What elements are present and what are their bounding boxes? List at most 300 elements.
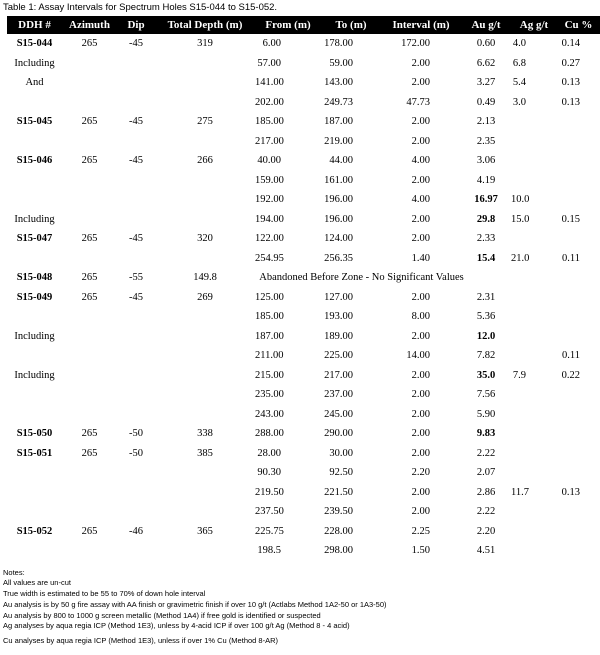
cell-ddh: S15-049: [16, 291, 53, 303]
cell-from: 194.00: [255, 213, 284, 225]
cell-to: 256.35: [324, 252, 353, 264]
cell-azimuth: [62, 54, 117, 74]
cell-from: 235.00: [255, 389, 284, 401]
cell-to: 225.00: [324, 350, 353, 362]
cell-to: 237.00: [324, 389, 353, 401]
cell-ddh: S15-050: [16, 428, 53, 440]
table-row: [7, 463, 600, 483]
column-header-total-depth: Total Depth (m): [155, 16, 255, 34]
table-row: [7, 54, 600, 74]
cell-dip: -45: [129, 233, 143, 245]
cell-from: 219.50: [255, 486, 284, 498]
cell-cu: [557, 132, 600, 152]
cell-to: 245.00: [324, 408, 353, 420]
cell-dip: [117, 463, 155, 483]
cell-ag: [511, 112, 557, 132]
cell-from: 192.00: [255, 194, 284, 206]
cell-total-depth: [155, 249, 255, 269]
cell-dip: [117, 307, 155, 327]
cell-ddh: Including: [14, 330, 55, 342]
cell-from: 198.5: [257, 545, 281, 557]
cell-interval: 2.00: [411, 330, 430, 342]
column-header-dip: Dip: [117, 16, 155, 34]
cell-from: 125.00: [255, 291, 284, 303]
cell-ag: [511, 327, 557, 347]
cell-ddh: S15-045: [16, 116, 53, 128]
cell-cu: [557, 307, 600, 327]
column-header-interval: Interval (m): [381, 16, 461, 34]
cell-ag: 5.4: [512, 77, 526, 89]
cell-total-depth: 266: [197, 155, 213, 167]
table-row: [7, 249, 600, 269]
note-line: True width is estimated to be 55 to 70% of down hole interval: [3, 589, 206, 599]
cell-ddh: S15-051: [16, 447, 53, 459]
table-row: [7, 522, 600, 542]
table-row: [7, 327, 600, 347]
cell-total-depth: 320: [197, 233, 213, 245]
cell-total-depth: 319: [197, 38, 213, 50]
cell-from: 122.00: [255, 233, 284, 245]
cell-from: 40.00: [257, 155, 281, 167]
cell-from: 185.00: [255, 116, 284, 128]
cell-interval: 2.00: [411, 77, 430, 89]
table-row: [7, 502, 600, 522]
cell-total-depth: [155, 385, 255, 405]
cell-ddh: S15-052: [16, 525, 53, 537]
table-row: [7, 366, 600, 386]
table-row: [7, 288, 600, 308]
note-line: Au analysis is by 50 g fire assay with AA finish or gravimetric finish if over 10 g/t (Actlabs Method 1A2-50 or 1A3-50): [3, 599, 387, 609]
cell-to: 196.00: [324, 213, 353, 225]
cell-dip: -46: [129, 525, 143, 537]
cell-total-depth: [155, 541, 255, 561]
table-row: [7, 424, 600, 444]
cell-dip: [117, 483, 155, 503]
cell-dip: [117, 366, 155, 386]
cell-dip: -50: [129, 447, 143, 459]
cell-dip: [117, 171, 155, 191]
cell-ddh: [7, 405, 62, 425]
cell-cu: 0.13: [561, 77, 580, 89]
cell-azimuth: 265: [81, 447, 98, 459]
cell-total-depth: [155, 463, 255, 483]
cell-dip: -55: [129, 272, 143, 284]
cell-from: 202.00: [255, 96, 284, 108]
cell-total-depth: 365: [197, 525, 213, 537]
cell-ag: 3.0: [512, 96, 526, 108]
cell-dip: [117, 210, 155, 230]
cell-to: 239.50: [324, 506, 353, 518]
cell-ddh: Including: [14, 369, 55, 381]
cell-total-depth: [155, 190, 255, 210]
cell-ddh: [7, 190, 62, 210]
cell-ag: 10.0: [511, 194, 530, 206]
cell-cu: [557, 112, 600, 132]
cell-ag: 7.9: [512, 369, 526, 381]
cell-ag: [511, 405, 557, 425]
table-row: [7, 229, 600, 249]
cell-ag: 6.8: [512, 57, 526, 69]
cell-to: 59.00: [329, 57, 353, 69]
table-title: Table 1: Assay Intervals for Spectrum Holes S15-044 to S15-052.: [3, 2, 278, 13]
cell-from: 159.00: [255, 174, 284, 186]
cell-to: 221.50: [324, 486, 353, 498]
cell-total-depth: [155, 346, 255, 366]
cell-au: 2.20: [476, 525, 496, 537]
cell-ag: [511, 463, 557, 483]
cell-azimuth: [62, 132, 117, 152]
cell-cu: [557, 424, 600, 444]
cell-au: 4.19: [476, 174, 496, 186]
cell-total-depth: [155, 366, 255, 386]
column-header-au: Au g/t: [461, 16, 511, 34]
cell-to: 187.00: [324, 116, 353, 128]
cell-from: 217.00: [255, 135, 284, 147]
cell-azimuth: [62, 366, 117, 386]
cell-interval: 2.00: [411, 174, 430, 186]
cell-interval: 4.00: [411, 155, 430, 167]
table-row: [7, 346, 600, 366]
cell-to: 196.00: [324, 194, 353, 206]
cell-total-depth: [155, 502, 255, 522]
cell-dip: -45: [129, 38, 143, 50]
cell-dip: [117, 73, 155, 93]
cell-azimuth: 265: [81, 155, 98, 167]
cell-azimuth: 265: [81, 272, 98, 284]
cell-au: 6.62: [476, 57, 496, 69]
cell-ag: [511, 541, 557, 561]
table-row: [7, 151, 600, 171]
cell-au: 0.49: [476, 96, 496, 108]
cell-from: 254.95: [255, 252, 284, 264]
cell-azimuth: [62, 463, 117, 483]
cell-azimuth: 265: [81, 38, 98, 50]
cell-ddh: [7, 483, 62, 503]
cell-au: 2.13: [476, 116, 496, 128]
cell-interval: 2.00: [411, 116, 430, 128]
cell-ddh: [7, 385, 62, 405]
cell-dip: [117, 346, 155, 366]
column-header-ddh: DDH #: [7, 16, 62, 34]
cell-total-depth: [155, 171, 255, 191]
cell-total-depth: 149.8: [193, 272, 217, 284]
cell-azimuth: [62, 73, 117, 93]
cell-cu: 0.27: [561, 57, 580, 69]
cell-ag: [511, 444, 557, 464]
table-row: [7, 483, 600, 503]
cell-to: 249.73: [324, 96, 353, 108]
cell-cu: [557, 385, 600, 405]
cell-ddh: [7, 93, 62, 113]
cell-dip: [117, 385, 155, 405]
cell-interval: 2.00: [411, 291, 430, 303]
cell-au: 2.07: [476, 467, 496, 479]
cell-ddh: Including: [14, 57, 55, 69]
cell-au: 9.83: [476, 428, 496, 440]
cell-cu: [557, 288, 600, 308]
table-row: [7, 385, 600, 405]
cell-ddh: S15-044: [16, 38, 53, 50]
cell-interval: 2.00: [411, 408, 430, 420]
table-row: [7, 307, 600, 327]
note-line: Cu analyses by aqua regia ICP (Method 1E3), unless if over 1% Cu (Method 8-AR): [3, 636, 278, 646]
cell-interval: 8.00: [411, 311, 430, 323]
cell-from: 187.00: [255, 330, 284, 342]
cell-azimuth: [62, 502, 117, 522]
assay-intervals-table: [7, 16, 600, 561]
cell-from: 288.00: [255, 428, 284, 440]
cell-au: 2.22: [476, 447, 496, 459]
cell-azimuth: 265: [81, 291, 98, 303]
cell-to: 178.00: [324, 38, 353, 50]
cell-dip: [117, 54, 155, 74]
column-header-azimuth: Azimuth: [62, 16, 117, 34]
cell-ag: [511, 502, 557, 522]
cell-au: 4.51: [476, 545, 496, 557]
cell-cu: 0.11: [562, 350, 580, 362]
cell-interval: 4.00: [411, 194, 430, 206]
cell-au: 3.27: [476, 77, 496, 89]
cell-ag: 15.0: [511, 213, 530, 225]
cell-ag: [511, 288, 557, 308]
cell-au: 2.35: [476, 135, 496, 147]
cell-interval: 14.00: [406, 350, 430, 362]
table-row: [7, 190, 600, 210]
cell-to: 189.00: [324, 330, 353, 342]
cell-interval: 2.00: [411, 135, 430, 147]
table-row: [7, 405, 600, 425]
column-header-ag: Ag g/t: [511, 16, 557, 34]
cell-to: 193.00: [324, 311, 353, 323]
cell-au: 12.0: [476, 330, 496, 342]
cell-cu: 0.22: [561, 369, 580, 381]
cell-total-depth: [155, 210, 255, 230]
cell-total-depth: [155, 483, 255, 503]
cell-dip: [117, 249, 155, 269]
cell-total-depth: [155, 327, 255, 347]
cell-dip: -45: [129, 116, 143, 128]
cell-interval: 172.00: [401, 38, 430, 50]
cell-cu: [557, 327, 600, 347]
cell-to: 124.00: [324, 233, 353, 245]
cell-ag: [511, 171, 557, 191]
cell-dip: [117, 405, 155, 425]
cell-cu: [557, 190, 600, 210]
cell-from: 141.00: [255, 77, 284, 89]
cell-to: 127.00: [324, 291, 353, 303]
cell-ddh: [7, 132, 62, 152]
cell-azimuth: [62, 346, 117, 366]
cell-to: 44.00: [329, 155, 353, 167]
cell-interval: 2.20: [411, 467, 430, 479]
cell-azimuth: [62, 307, 117, 327]
cell-interval: 2.00: [411, 369, 430, 381]
cell-total-depth: [155, 54, 255, 74]
note-line: Au analysis by 800 to 1000 g screen metallic (Method 1A4) if free gold is identified or suspected: [3, 610, 321, 620]
cell-total-depth: [155, 405, 255, 425]
cell-cu: 0.13: [561, 96, 580, 108]
cell-interval: 1.40: [411, 252, 430, 264]
cell-azimuth: [62, 405, 117, 425]
cell-from: 90.30: [257, 467, 281, 479]
cell-cu: [557, 171, 600, 191]
table-row: [7, 93, 600, 113]
cell-to: 219.00: [324, 135, 353, 147]
cell-dip: -50: [129, 428, 143, 440]
cell-dip: [117, 327, 155, 347]
cell-cu: 0.15: [561, 213, 580, 225]
cell-azimuth: [62, 93, 117, 113]
cell-interval: 47.73: [406, 96, 430, 108]
cell-ddh: [7, 463, 62, 483]
cell-au: 29.8: [476, 213, 496, 225]
cell-ddh: S15-046: [16, 155, 53, 167]
cell-cu: [557, 463, 600, 483]
cell-au: 0.60: [476, 38, 496, 50]
cell-au: 3.06: [476, 155, 496, 167]
cell-cu: [557, 151, 600, 171]
cell-total-depth: [155, 307, 255, 327]
cell-ag: 4.0: [512, 38, 526, 50]
cell-ag: [511, 522, 557, 542]
cell-interval: 2.00: [411, 57, 430, 69]
cell-au: 2.22: [476, 506, 496, 518]
cell-from: 215.00: [255, 369, 284, 381]
cell-total-depth: 385: [197, 447, 213, 459]
cell-total-depth: 275: [197, 116, 213, 128]
cell-ag: [511, 132, 557, 152]
cell-cu: [557, 522, 600, 542]
notes-section: [0, 568, 600, 648]
cell-ddh: [7, 346, 62, 366]
note-line: Ag analyses by aqua regia ICP (Method 1E3), unless by 4-acid ICP if over 100 g/t Ag (Method 8 - 4 acid): [3, 621, 350, 631]
cell-to: 143.00: [324, 77, 353, 89]
cell-azimuth: [62, 541, 117, 561]
cell-azimuth: 265: [81, 116, 98, 128]
cell-ddh: S15-047: [16, 233, 53, 245]
cell-cu: [557, 502, 600, 522]
cell-au: 7.82: [476, 350, 496, 362]
cell-ag: 21.0: [511, 252, 530, 264]
cell-ddh: Including: [14, 213, 55, 225]
cell-ag: [511, 424, 557, 444]
cell-dip: [117, 190, 155, 210]
table-row: [7, 112, 600, 132]
table-row: [7, 541, 600, 561]
cell-ag: 11.7: [511, 486, 529, 498]
cell-interval: 2.00: [411, 389, 430, 401]
notes-heading: Notes:: [3, 567, 25, 577]
cell-au: 2.33: [476, 233, 496, 245]
cell-dip: -45: [129, 291, 143, 303]
column-header-to: To (m): [321, 16, 381, 34]
column-header-from: From (m): [255, 16, 321, 34]
cell-au: 16.97: [474, 194, 498, 206]
cell-dip: [117, 502, 155, 522]
cell-total-depth: [155, 73, 255, 93]
cell-from: 6.00: [262, 38, 281, 50]
cell-azimuth: [62, 171, 117, 191]
cell-interval: 2.00: [411, 506, 430, 518]
cell-azimuth: [62, 249, 117, 269]
cell-au: 5.90: [476, 408, 496, 420]
cell-from: 237.50: [255, 506, 284, 518]
cell-ddh: And: [25, 77, 44, 89]
cell-total-depth: [155, 132, 255, 152]
cell-dip: [117, 541, 155, 561]
cell-dip: [117, 93, 155, 113]
cell-ddh: [7, 502, 62, 522]
cell-cu: [557, 405, 600, 425]
cell-to: 161.00: [324, 174, 353, 186]
cell-from: 28.00: [257, 447, 281, 459]
cell-azimuth: 265: [81, 525, 98, 537]
cell-azimuth: 265: [81, 233, 98, 245]
cell-azimuth: [62, 327, 117, 347]
cell-au: 5.36: [476, 311, 496, 323]
cell-au: 7.56: [476, 389, 496, 401]
abandoned-note: Abandoned Before Zone - No Significant Values: [259, 272, 464, 284]
table-row: [7, 268, 600, 288]
cell-from: 57.00: [257, 57, 281, 69]
table-row: [7, 132, 600, 152]
cell-total-depth: [155, 93, 255, 113]
cell-azimuth: 265: [81, 428, 98, 440]
cell-to: 290.00: [324, 428, 353, 440]
cell-interval: 2.25: [411, 525, 430, 537]
table-row: [7, 171, 600, 191]
cell-interval: 2.00: [411, 213, 430, 225]
cell-au: 15.4: [476, 252, 496, 264]
cell-interval: 2.00: [411, 447, 430, 459]
cell-ag: [511, 346, 557, 366]
table-row: [7, 73, 600, 93]
cell-au: 35.0: [476, 369, 496, 381]
cell-ddh: [7, 541, 62, 561]
cell-to: 30.00: [329, 447, 353, 459]
cell-to: 298.00: [324, 545, 353, 557]
cell-azimuth: [62, 483, 117, 503]
cell-total-depth: 269: [197, 291, 213, 303]
cell-cu: [557, 541, 600, 561]
table-header-row: [7, 16, 600, 34]
cell-ag: [511, 385, 557, 405]
table-row: [7, 210, 600, 230]
cell-interval: 1.50: [411, 545, 430, 557]
cell-dip: -45: [129, 155, 143, 167]
cell-ddh: S15-048: [16, 272, 53, 284]
cell-azimuth: [62, 190, 117, 210]
cell-from: 243.00: [255, 408, 284, 420]
cell-cu: 0.13: [561, 486, 580, 498]
cell-to: 228.00: [324, 525, 353, 537]
cell-ddh: [7, 171, 62, 191]
cell-azimuth: [62, 385, 117, 405]
cell-dip: [117, 132, 155, 152]
cell-ag: [511, 307, 557, 327]
cell-interval: 2.00: [411, 486, 430, 498]
cell-total-depth: 338: [197, 428, 213, 440]
table-row: [7, 444, 600, 464]
table-row: [7, 34, 600, 54]
cell-cu: [557, 229, 600, 249]
cell-to: 217.00: [324, 369, 353, 381]
cell-ddh: [7, 249, 62, 269]
cell-ddh: [7, 307, 62, 327]
note-line: All values are un-cut: [3, 578, 71, 588]
cell-cu: [557, 444, 600, 464]
cell-interval: 2.00: [411, 428, 430, 440]
